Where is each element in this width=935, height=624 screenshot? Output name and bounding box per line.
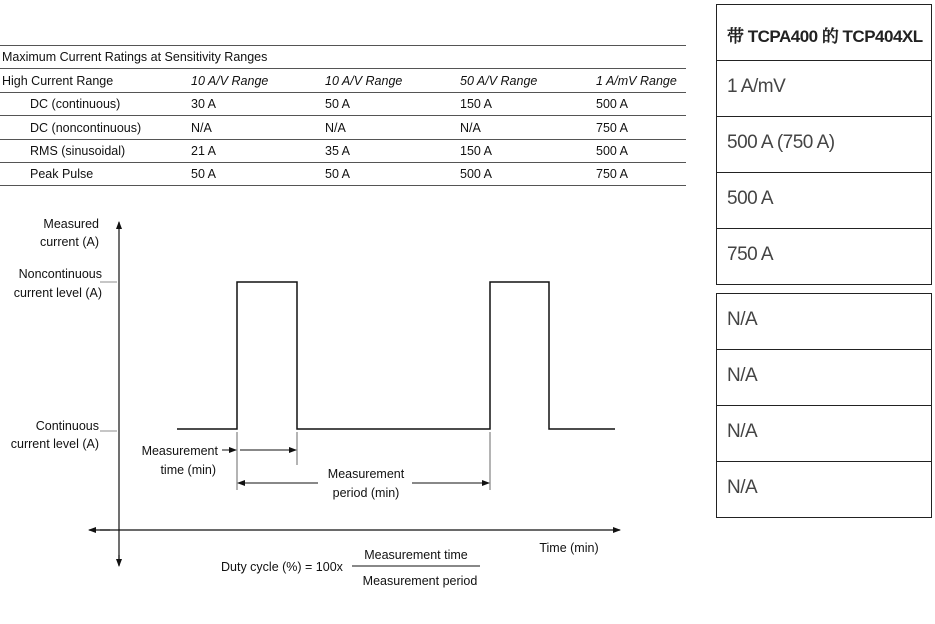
panel-cell	[717, 294, 931, 350]
table-cell: 50 A	[325, 167, 351, 181]
panel-cell	[717, 173, 931, 229]
table-cell: 500 A	[596, 144, 628, 158]
table-cell: 750 A	[596, 167, 628, 181]
table-cell: 21 A	[191, 144, 217, 158]
table-cell: 500 A	[460, 167, 492, 181]
row-label: DC (noncontinuous)	[30, 121, 142, 135]
panel-cell	[717, 406, 931, 462]
formula-numerator: Measurement time	[364, 548, 468, 562]
panel-cell-value: 750 A	[727, 244, 774, 265]
table-cell: 50 A	[191, 167, 217, 181]
continuous-label-line1: Continuous	[35, 419, 99, 433]
noncontinuous-label-line2: current level (A)	[13, 286, 102, 300]
panel-cell-value: N/A	[727, 477, 758, 498]
x-axis-label: Time (min)	[539, 541, 599, 555]
header-cell: High Current Range	[2, 74, 114, 88]
table-cell: 30 A	[191, 97, 217, 111]
table-cell: 750 A	[596, 121, 628, 135]
panel-cell	[717, 462, 931, 517]
table-cell: 35 A	[325, 144, 351, 158]
row-label: RMS (sinusoidal)	[30, 144, 126, 158]
row-label: Peak Pulse	[30, 167, 94, 181]
panel-cell	[717, 61, 931, 117]
row-label: DC (continuous)	[30, 97, 121, 111]
header-cell: 1 A/mV Range	[596, 74, 677, 88]
noncontinuous-label-line1: Noncontinuous	[18, 267, 102, 281]
table-cell: 500 A	[596, 97, 628, 111]
header-cell: 50 A/V Range	[460, 74, 538, 88]
measurement-period-label-line2: period (min)	[332, 486, 400, 500]
model-na-panel	[716, 293, 932, 518]
table-title: Maximum Current Ratings at Sensitivity Ranges	[2, 50, 268, 64]
header-cell: 10 A/V Range	[191, 74, 269, 88]
panel-cell	[717, 350, 931, 406]
panel-cell	[717, 229, 931, 284]
formula-denominator: Measurement period	[362, 574, 478, 588]
table-cell: N/A	[191, 121, 212, 135]
panel-header	[717, 5, 931, 61]
header-cell: 10 A/V Range	[325, 74, 403, 88]
y-axis-label-line2: current (A)	[39, 235, 99, 249]
measurement-time-label-line1: Measurement	[141, 444, 218, 458]
formula-prefix: Duty cycle (%) = 100x	[221, 560, 343, 574]
panel-cell-value: N/A	[727, 309, 758, 330]
table-cell: N/A	[460, 121, 481, 135]
continuous-label-line2: current level (A)	[10, 437, 99, 451]
table-cell: 50 A	[325, 97, 351, 111]
panel-cell-value: 500 A (750 A)	[727, 132, 835, 153]
table-cell: 150 A	[460, 97, 492, 111]
model-spec-panel	[716, 4, 932, 285]
table-cell: N/A	[325, 121, 346, 135]
panel-header-label: 带 TCPA400 的 TCP404XL	[727, 27, 923, 46]
y-axis-label-line1: Measured	[43, 217, 99, 231]
panel-cell-value: N/A	[727, 365, 758, 386]
panel-cell-value: 1 A/mV	[727, 76, 786, 97]
measurement-period-label-line1: Measurement	[327, 467, 405, 481]
table-cell: 150 A	[460, 144, 492, 158]
panel-cell-value: 500 A	[727, 188, 774, 209]
measurement-time-label-line2: time (min)	[160, 463, 216, 477]
panel-cell	[717, 117, 931, 173]
panel-cell-value: N/A	[727, 421, 758, 442]
pulse-waveform	[177, 282, 615, 429]
